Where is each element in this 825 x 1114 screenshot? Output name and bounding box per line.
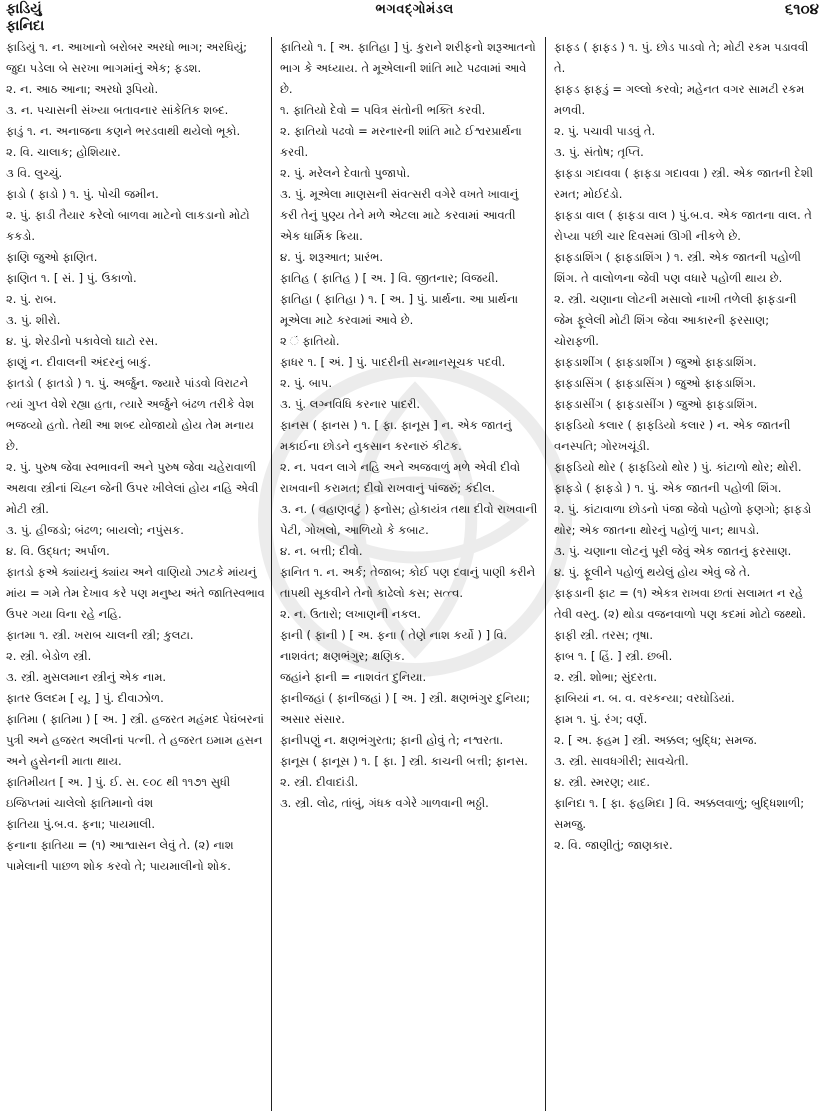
dictionary-entry: ફાણિત ૧. [ સં. ] પું. ઉકાળો. bbox=[6, 271, 137, 285]
dictionary-entry: ફાફડાની ફાટ = (૧) એકત્ર રાખવા છતાં સલામત ન રહે તેવી વસ્તુ. (૨) થોડા વજનવાળો પણ કદમાં મોટો જથ્થો. bbox=[554, 586, 807, 621]
dictionary-entry: ૩. સ્ત્રી. સાવધગીરી; સાવચેતી. bbox=[554, 754, 689, 768]
dictionary-entry: ૩. પું. લગ્નવિધિ કરનાર પાદરી. bbox=[280, 397, 421, 411]
dictionary-entry: ફાતમા ૧. સ્ત્રી. ખરાબ ચાલની સ્ત્રી; કુલટા. bbox=[6, 628, 194, 642]
dictionary-entry: ૪. વિ. ઉદ્ધત; અર્પાળ. bbox=[6, 544, 110, 558]
dictionary-entry: ૨ ં ફાતિયો. bbox=[280, 334, 340, 348]
dictionary-entry: ફાફડિયો થોર ( ફાફડિયો થોર ) પું. કાંટાળો થોર; થોરી. bbox=[554, 460, 802, 474]
dictionary-entry: ફાનસ ( ફાનસ ) ૧. [ ફા. ફાનૂસ ] ન. એક જાતનું મકાઈના છોડને નુકસાન કરનારું કીટક. bbox=[280, 418, 516, 453]
dictionary-entry: ૪. પું. ફૂલીને પહોળું થયેલું હોય એવું જે તે. bbox=[554, 565, 751, 579]
dictionary-entry: ૧. ફાતિયો દેવો = પવિત્ર સંતોની ભક્તિ કરવી. bbox=[280, 103, 486, 117]
dictionary-entry: ૨. ન. પવન લાગે નહિ અને અજવાળું મળે એવી દીવો રાખવાની કરામત; દીવો રાખવાનું પાંજરું; કંદીલ. bbox=[280, 460, 524, 495]
dictionary-entry: ફાતિયો ૧. [ અ. ફાતિહા ] પું. કુરાને શરીફનો શરૂઆતનો ભાગ કે અધ્યાય. તે મૂએલાની શાંતિ માટે પઢવામાં આવે છે. bbox=[280, 40, 540, 96]
dictionary-entry: ૩. પું. શીરો. bbox=[6, 313, 61, 327]
dictionary-entry: ૨. પું. પુરુષ જેવા સ્વભાવની અને પુરુષ જેવા ચહેરાવાળી અથવા સ્ત્રીનાં ચિહ્ન જેની ઉપર ખીલેલાં હોય નહિ એવી મોટી સ્ત્રી. bbox=[6, 460, 263, 516]
dictionary-entry: ૨. પું. બાપ. bbox=[280, 376, 333, 390]
dictionary-entry: ૩. પું. મૂએલા માણસની સંવત્સરી વગેરે વખતે ખાવાનું કરી તેનું પુણ્ય તેને મળે એટલા માટે કરવામાં આવતી એક ધાર્મિક ક્રિયા. bbox=[280, 187, 522, 243]
dictionary-entry: ૪. પું. શેરડીનો પકાવેલો ઘાટો રસ. bbox=[6, 334, 158, 348]
dictionary-entry: ફાતિહા ( ફાતિહા ) ૧. [ અ. ] પું. પ્રાર્થના. આ પ્રાર્થના મૂએલા માટે કરવામાં આવે છે. bbox=[280, 292, 522, 327]
dictionary-entry: ફાફી સ્ત્રી. તરસ; તૃષા. bbox=[554, 628, 654, 642]
dictionary-entry: ફાણિ જુઓ ફાણિત. bbox=[6, 250, 98, 264]
dictionary-entry: ફાફડ ( ફાફડ ) ૧. પું. છોડ પાડવો તે; મોટી રકમ પડાવવી તે. bbox=[554, 40, 812, 75]
dictionary-entry: ૩. સ્ત્રી. લોઢ, તાંબું, ગંધક વગેરે ગાળવાની ભઠ્ઠી. bbox=[280, 796, 489, 810]
dictionary-entry: ફનાના ફાતિયા = (૧) આશ્વાસન લેવું તે. (૨) નાશ પામેલાની પાછળ શોક કરવો તે; પાયમાલીનો શોક. bbox=[6, 838, 238, 873]
page-title: ભગવદ્ગોમંડલ bbox=[375, 2, 454, 17]
dictionary-entry: ૨. ન. ઉતારો; લખાણની નકલ. bbox=[280, 607, 421, 621]
dictionary-entry: ૩. સ્ત્રી. મુસલમાન સ્ત્રીનું એક નામ. bbox=[6, 670, 167, 684]
dictionary-entry: ૨. સ્ત્રી. ચણાના લોટની મસાલો નાખી તળેલી ફાફડાની જેમ ફૂલેલી મોટી શિંગ જેવા આકારની ફરસાણ; ચોરાફળી. bbox=[554, 292, 801, 348]
dictionary-entry: ૨. પું. કાંટાવાળા છોડનો પંજા જેવો પહોળો ફણગો; ફાફડો થોર; એક જાતના થોરનું પહોળું પાન; થાપડો. bbox=[554, 502, 815, 537]
dictionary-entry: ફાફડિયો કલાર ( ફાફડિયો કલાર ) ન. એક જાતની વનસ્પતિ; ગોરખચૂંડી. bbox=[554, 418, 795, 453]
dictionary-entry: ફાતડો ( ફાતડો ) ૧. પું. અર્જુન. જ્યારે પાંડવો વિરાટને ત્યાં ગુપ્ત વેશે રહ્યા હતા, ત્યારે અર્જુને બંઢળ તરીકે વેશ ભજવ્યો હતો. તેથી આ શબ્દ યોજાયો હોય તેમ મનાય છે. bbox=[6, 376, 258, 453]
dictionary-entry: ફાનીપણું ન. ક્ષણભંગુરતા; ફાની હોવું તે; નશ્વરતા. bbox=[280, 733, 504, 747]
dictionary-entry: ફાફડો ( ફાફડો ) ૧. પું. એક જાતની પહોળી શિંગ. bbox=[554, 481, 782, 495]
dictionary-entry: ફાનીજહાં ( ફાનીજહાં ) [ અ. ] સ્ત્રી. ક્ષણભંગુર દુનિયા; અસાર સંસાર. bbox=[280, 691, 534, 726]
dictionary-entry: ફાતિયા પું.બ.વ. ફના; પાયમાલી. bbox=[6, 817, 156, 831]
dictionary-entry: ફાતડો ફએ ક્યાંયનું ક્યાંય અને વાણિયો ઝાટકે માંયનું માંય = ગમે તેમ દેખાવ કરે પણ મનુષ્ય અંતે જાતિસ્વભાવ ઉપર ગયા વિના રહે નહિ. bbox=[6, 565, 269, 621]
dictionary-entry: ૪. ન. બત્તી; દીવો. bbox=[280, 544, 363, 558]
dictionary-entry: ૪. સ્ત્રી. સ્મરણ; યાદ. bbox=[554, 775, 651, 789]
dictionary-entry: ૨. વિ. જાણીતું; જાણકાર. bbox=[554, 838, 673, 852]
column-3 bbox=[554, 37, 819, 1111]
page-header bbox=[6, 0, 819, 37]
dictionary-entry: ૨. વિ. ચાલાક; હોશિયાર. bbox=[6, 145, 121, 159]
dictionary-entry: ફાતિમીયત [ અ. ] પું. ઈ. સ. ૯૦૮ થી ૧૧૭૧ સુધી ઇજિપ્તમાં ચાલેલો ફાતિમાનો વંશ bbox=[6, 775, 234, 810]
dictionary-entry: ફાડો ( ફાડો ) ૧. પું. પોચી જમીન. bbox=[6, 187, 159, 201]
dictionary-entry: ૩. પું. સંતોષ; તૃપ્તિ. bbox=[554, 145, 644, 159]
dictionary-entry: ફાફડ ફાફડું = ગલ્લો કરવો; મહેનત વગર સામટી રકમ મળવી. bbox=[554, 82, 808, 117]
page-number: ૬૧૦૪ bbox=[784, 0, 819, 18]
dictionary-entry: ૩. ન. ( વહાણવટું ) ફ્નોસ; હોકાયંત્ર તથા દીવો રાખવાની પેટી, ગોખલો, આળિયો કે કબાટ. bbox=[280, 502, 541, 537]
dictionary-entry: ૩. પું. હીજડો; બંઢળ; બાયલો; નપુંસક. bbox=[6, 523, 184, 537]
dictionary-entry: ૨. પું. મરેલને દેવાતો પુજાપો. bbox=[280, 166, 411, 180]
dictionary-entry: ફાડું ૧. ન. અનાજના કણને ભરડવાથી થયેલો ભૂકો. bbox=[6, 124, 241, 138]
dictionary-entry: ફાણું ન. દીવાલની અંદરનું બાકું. bbox=[6, 355, 152, 369]
dictionary-entry: ફામ ૧. પું. રંગ; વર્ણ. bbox=[554, 712, 648, 726]
dictionary-entry: ૨. સ્ત્રી. શોભા; સુંદરતા. bbox=[554, 670, 658, 684]
dictionary-entry: ફાડિયું ૧. ન. આખાનો બરોબર અરધો ભાગ; અરધિયું; જુદા પડેલા બે સરખા ભાગમાંનું એક; ફડશ. bbox=[6, 40, 251, 75]
dictionary-entry: ફાફડા વાલ ( ફાફડા વાલ ) પું.બ.વ. એક જાતના વાલ. તે રોપ્યા પછી ચાર દિવસમાં ઊગી નીકળે છે. bbox=[554, 208, 816, 243]
guideword-last: ફાનિદા bbox=[6, 18, 45, 34]
dictionary-entry: ૩. પું. ચણાના લોટનું પૂરી જેવું એક જાતનું ફરસાણ. bbox=[554, 544, 792, 558]
dictionary-entry: ફાફડાસિંગ ( ફાફડાસિંગ ) જુઓ ફાફડાશિંગ. bbox=[554, 376, 757, 390]
dictionary-entry: ફાતર ઉલદમ [ યૂ. ] પું. દીવાઝોળ. bbox=[6, 691, 164, 705]
dictionary-entry: ફાફડાસીંગ ( ફાફડાસીંગ ) જુઓ ફાફડાશિંગ. bbox=[554, 397, 758, 411]
dictionary-entry: જહાંને ફાની = નાશવંત દુનિયા. bbox=[280, 670, 427, 684]
dictionary-entry: ૨. પું. ફાડી તૈયાર કરેલો બાળવા માટેનો લાકડાનો મોટો કકડો. bbox=[6, 208, 254, 243]
dictionary-entry: ફાનૂસ ( ફાનૂસ ) ૧. [ ફા. ] સ્ત્રી. કાચની બત્તી; ફાનસ. bbox=[280, 754, 528, 768]
dictionary-entry: ફાની ( ફાની ) [ અ. ફના ( તેણે નાશ કર્યો ) ] વિ. નાશવંત; ક્ષણભંગુર; ક્ષણિક. bbox=[280, 628, 511, 663]
dictionary-entry: ૨. પું. રાબ. bbox=[6, 292, 57, 306]
dictionary-entry: ૩ વિ. લુચ્ચું. bbox=[6, 166, 63, 180]
dictionary-entry: ફાનિત ૧. ન. અર્ક; તેજાબ; કોઈ પણ દવાનું પાણી કરીને તાપથી સૂકવીને તેનો કાઢેલો કસ; સત્ત્વ. bbox=[280, 565, 539, 600]
dictionary-entry: ૩. ન. પચાસની સંખ્યા બતાવનાર સાંકેતિક શબ્દ. bbox=[6, 103, 229, 117]
dictionary-entry: ફાનિદા ૧. [ ફા. ફહમિદા ] વિ. અક્કલવાળું; બુદ્ધિશાળી; સમજુ. bbox=[554, 796, 808, 831]
guidewords bbox=[6, 1, 44, 35]
dictionary-entry: ફાફડા ગદાવવા ( ફાફડા ગદાવવા ) સ્ત્રી. એક જાતની દેશી રમત; મોઈદંડો. bbox=[554, 166, 817, 201]
dictionary-entry: ફાબિયાં ન. બ. વ. વરકન્યા; વરઘોડિયાં. bbox=[554, 691, 735, 705]
dictionary-entry: ૨. સ્ત્રી. દીવાદાંડી. bbox=[280, 775, 359, 789]
entry-columns bbox=[6, 37, 819, 1111]
dictionary-entry: ફાફડાશિંગ ( ફાફડાશિંગ ) ૧. સ્ત્રી. એક જાતની પહોળી શિંગ. તે વાલોળના જેવી પણ વધારે પહોળી થાય છે. bbox=[554, 250, 805, 285]
dictionary-entry: ૨. [ અ. ફહમ ] સ્ત્રી. અક્કલ; બુદ્ધિ; સમજ. bbox=[554, 733, 758, 747]
dictionary-entry: ફાતિહ ( ફાતિહ ) [ અ. ] વિ. જીતનાર; વિજયી. bbox=[280, 271, 499, 285]
dictionary-entry: ૨. ન. આઠ આના; અરધો રૂપિયો. bbox=[6, 82, 159, 96]
dictionary-entry: ફાફડાશીંગ ( ફાફડાશીંગ ) જુઓ ફાફડાશિંગ. bbox=[554, 355, 757, 369]
dictionary-entry: ૨. સ્ત્રી. બેડોળ સ્ત્રી. bbox=[6, 649, 92, 663]
dictionary-entry: ફાતિમા ( ફાતિમા ) [ અ. ] સ્ત્રી. હજરત મહંમદ પેઘંબરનાં પુત્રી અને હજરત અલીનાં પત્ની. તે હજરત ઇમામ હસન અને હુસેનની માતા થાય. bbox=[6, 712, 268, 768]
dictionary-entry: ફાબ ૧. [ હિં. ] સ્ત્રી. છબી. bbox=[554, 649, 673, 663]
dictionary-entry: ૨. ફાતિયો પઢવો = મરનારની શાંતિ માટે ઈશ્વરપ્રાર્થના કરવી. bbox=[280, 124, 526, 159]
dictionary-entry: ફાધર ૧. [ અં. ] પું. પાદરીની સન્માનસૂચક પદવી. bbox=[280, 355, 506, 369]
column-1 bbox=[6, 37, 272, 1111]
dictionary-entry: ૨. પું. પચાવી પાડવું તે. bbox=[554, 124, 656, 138]
column-2 bbox=[280, 37, 546, 1111]
dictionary-entry: ૪. પું. શરૂઆત; પ્રારંભ. bbox=[280, 250, 384, 264]
guideword-first: ફાડિયું bbox=[6, 1, 42, 17]
